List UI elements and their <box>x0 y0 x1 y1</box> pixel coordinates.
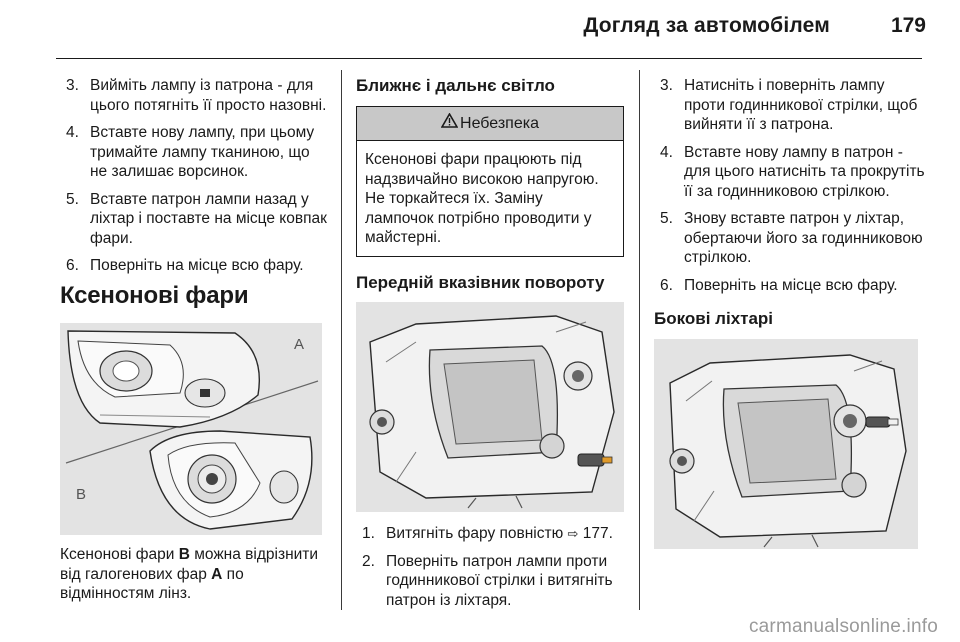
list-item <box>60 123 328 182</box>
step-number: 3. <box>660 77 673 94</box>
headlight-comparison-illustration <box>60 323 322 535</box>
step-text: Поверніть на місце всю фару. <box>684 276 898 294</box>
column-divider-1 <box>341 70 342 610</box>
step-text: Вставте нову лампу, при цьому тримайте лампу тканиною, що не залишає ворсинок. <box>90 124 315 180</box>
step-text <box>386 524 624 544</box>
step-number: 5. <box>66 190 79 208</box>
warning-triangle-icon <box>441 113 458 134</box>
step-number: 3. <box>66 77 79 94</box>
list-item <box>654 143 926 202</box>
side-light-illustration <box>654 339 918 549</box>
caption-bold-b: B <box>178 546 190 563</box>
figure-caption <box>60 545 328 604</box>
section-title-side-lights: Бокові ліхтарі <box>654 309 774 328</box>
warning-body: Ксенонові фари працюють під надзвичайно високою напругою. Не торкайтеся їх. Заміну лампочок потрібно проводити у майстерні. <box>365 151 599 246</box>
caption-bold-a: A <box>211 565 223 583</box>
header-divider <box>56 58 922 59</box>
turn-signal-steps <box>356 524 624 610</box>
step-text: Вийміть лампу із патрона - для цього потягніть її просто назовні. <box>90 77 327 114</box>
figure-label-b: B <box>76 486 87 503</box>
warning-header <box>357 107 623 142</box>
step-text: Вставте нову лампу в патрон - для цього натисніть та прокрутіть її за годинниковою стрілкою. <box>684 143 925 200</box>
list-item <box>356 552 624 611</box>
side-lights-figure <box>654 339 918 549</box>
step-text: Поверніть патрон лампи проти годинникової стрілки і витягніть патрон із ліхтаря. <box>386 552 613 609</box>
warning-title: Небезпека <box>460 114 539 132</box>
list-item <box>60 76 328 115</box>
step-number: 4. <box>66 124 79 141</box>
list-item <box>654 76 926 135</box>
list-item <box>654 276 926 296</box>
figure-label-a: A <box>294 336 305 353</box>
section-title-low-high-beam: Ближнє і дальнє світло <box>356 76 555 95</box>
column-1 <box>60 76 328 604</box>
headlight-rear-illustration <box>356 302 624 512</box>
step-number: 4. <box>660 143 673 161</box>
page-reference-arrow-icon: ⇨ <box>567 526 579 541</box>
page-number: 179 <box>890 14 926 37</box>
page-header-title: Догляд за автомобілем <box>583 14 830 37</box>
step-list-continued <box>60 76 328 276</box>
caption-text: Ксенонові фари <box>60 546 179 563</box>
watermark: carmanualsonline.info <box>748 616 938 637</box>
column-2 <box>356 76 624 618</box>
list-item <box>654 209 926 268</box>
section-title-xenon: Ксенонові фари <box>60 281 249 309</box>
page-reference[interactable]: 177. <box>582 525 613 542</box>
step-number: 5. <box>660 210 673 227</box>
turn-signal-steps-continued <box>654 76 926 295</box>
caption-text: по відмінностям лінз. <box>60 565 244 602</box>
column-3 <box>654 76 926 549</box>
step-number: 2. <box>362 552 375 570</box>
step-text: Поверніть на місце всю фару. <box>90 257 304 274</box>
step-text-main: Витягніть фару повністю <box>386 525 564 542</box>
step-text: Натисніть і поверніть лампу проти годинникової стрілки, щоб вийняти її з патрона. <box>684 77 918 133</box>
step-text: Знову вставте патрон у ліхтар, обертаючи його за годинниковою стрілкою. <box>684 210 923 266</box>
list-item <box>356 524 624 544</box>
list-item <box>60 190 328 249</box>
section-title-turn-signal: Передній вказівник повороту <box>356 272 605 292</box>
step-number: 6. <box>66 257 79 274</box>
list-item <box>60 256 328 276</box>
column-divider-2 <box>639 70 640 610</box>
caption-text: можна відрізнити від галогенових фар <box>60 546 319 583</box>
step-text: Вставте патрон лампи назад у ліхтар і поставте на місце ковпак фари. <box>90 190 327 247</box>
turn-signal-figure <box>356 302 624 512</box>
danger-warning-box <box>356 106 624 257</box>
xenon-headlights-figure <box>60 323 322 535</box>
step-number: 1. <box>362 525 375 542</box>
step-number: 6. <box>660 276 673 294</box>
